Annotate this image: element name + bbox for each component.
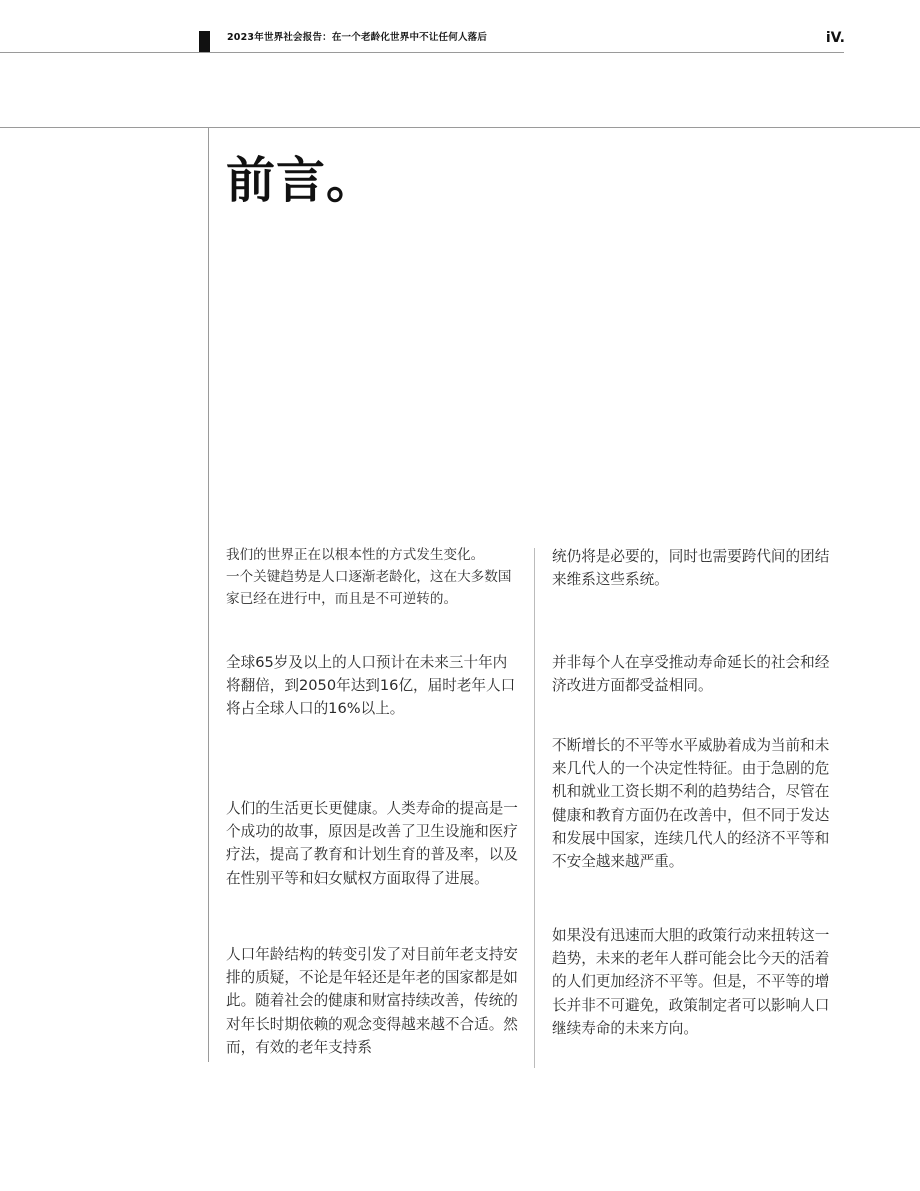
header-divider: [0, 52, 844, 53]
section-divider: [0, 127, 920, 128]
paragraph-inequality: 不断增长的不平等水平威胁着成为当前和未来几代人的一个决定性特征。由于急剧的危机和就业工资长期不利的趋势结合，尽管在健康和教育方面仍在改善中，但不同于发达和发展中国家，连续几代人的经济不平等和不安全越来越严重。: [552, 737, 830, 871]
intro-line: 我们的世界正在以根本性的方式发生变化。: [226, 547, 485, 563]
page-number: iV.: [825, 30, 845, 46]
paragraph-unequal-benefits: 并非每个人在享受推动寿命延长的社会和经济改进方面都受益相同。: [552, 654, 830, 695]
paragraph-policy-action: 如果没有迅速而大胆的政策行动来扭转这一趋势，未来的老年人群可能会比今天的活着的人们更加经济不平等。但是，不平等的增长并非不可避免，政策制定者可以影响人口继续寿命的未来方向。: [552, 927, 830, 1037]
paragraph-age-structure: 人口年龄结构的转变引发了对目前年老支持安排的质疑，不论是年轻还是年老的国家都是如此。随着社会的健康和财富持续改善，传统的对年长时期依赖的观念变得越来越不合适。然而，有效的老年支持系: [226, 946, 518, 1056]
paragraph-solidarity: 统仍将是必要的，同时也需要跨代间的团结来维系这些系统。: [552, 548, 830, 589]
left-vertical-rule: [208, 128, 209, 1062]
header-marker-bar: [199, 31, 210, 52]
column-divider: [534, 548, 535, 1068]
intro-paragraph: 一个关键趋势是人口逐渐老龄化，这在大多数国家已经在进行中，而且是不可逆转的。: [226, 569, 512, 607]
running-header-title: 2023年世界社会报告：在一个老龄化世界中不让任何人落后: [227, 32, 488, 43]
page-title: 前言。: [226, 152, 377, 209]
paragraph-longer-lives: 人们的生活更长更健康。人类寿命的提高是一个成功的故事，原因是改善了卫生设施和医疗疗法，提高了教育和计划生育的普及率，以及在性别平等和妇女赋权方面取得了进展。: [226, 800, 518, 887]
paragraph-population-65: 全球65岁及以上的人口预计在未来三十年内将翻倍，到2050年达到16亿，届时老年人口将占全球人口的16%以上。: [226, 654, 516, 718]
